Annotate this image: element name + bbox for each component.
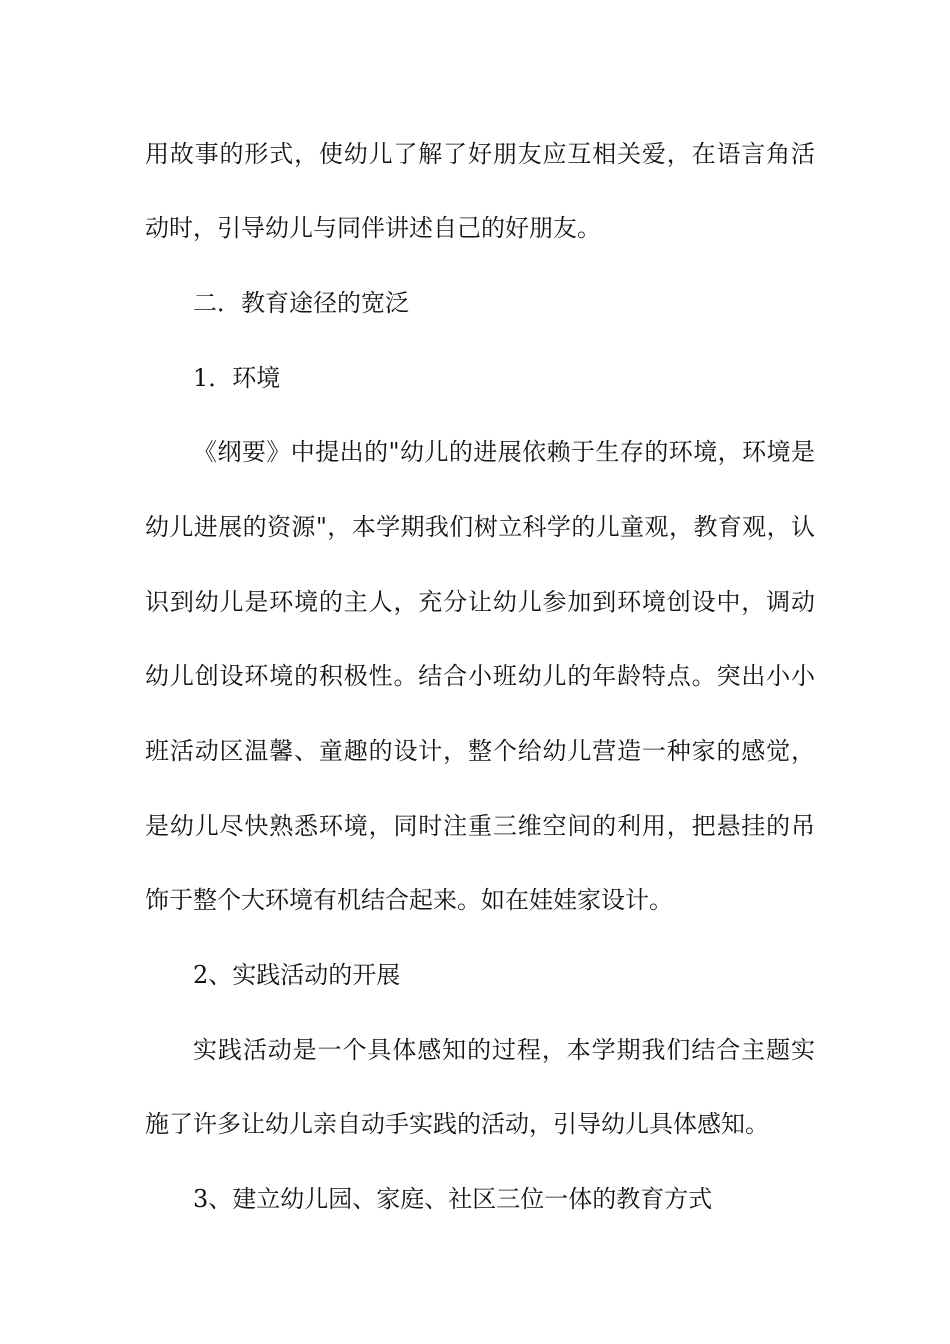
- paragraph-line-3: 《纲要》中提出的"幼儿的进展依赖于生存的环境，环境是: [193, 438, 815, 466]
- paragraph-line-2: 动时，引导幼儿与同伴讲述自己的好朋友。: [145, 214, 601, 242]
- paragraph-line-9: 饰于整个大环境有机结合起来。如在娃娃家设计。: [145, 886, 673, 914]
- paragraph-line-10: 实践活动是一个具体感知的过程，本学期我们结合主题实: [193, 1036, 815, 1064]
- paragraph-line-11: 施了许多让幼儿亲自动手实践的活动，引导幼儿具体感知。: [145, 1110, 769, 1138]
- paragraph-line-8: 是幼儿尽快熟悉环境，同时注重三维空间的利用，把悬挂的吊: [145, 812, 815, 840]
- paragraph-line-1: 用故事的形式，使幼儿了解了好朋友应互相关爱，在语言角活: [145, 140, 815, 168]
- paragraph-line-6: 幼儿创设环境的积极性。结合小班幼儿的年龄特点。突出小小: [145, 662, 815, 690]
- subsection-heading-practice: 2、实践活动的开展: [193, 961, 401, 989]
- paragraph-line-5: 识到幼儿是环境的主人，充分让幼儿参加到环境创设中，调动: [145, 588, 815, 616]
- subsection-heading-environment: 1．环境: [193, 364, 281, 392]
- subsection-heading-education-mode: 3、建立幼儿园、家庭、社区三位一体的教育方式: [193, 1185, 713, 1213]
- paragraph-line-4: 幼儿进展的资源"，本学期我们树立科学的儿童观，教育观，认: [145, 513, 815, 541]
- section-heading: 二．教育途径的宽泛: [193, 289, 409, 317]
- paragraph-line-7: 班活动区温馨、童趣的设计，整个给幼儿营造一种家的感觉，: [145, 737, 815, 765]
